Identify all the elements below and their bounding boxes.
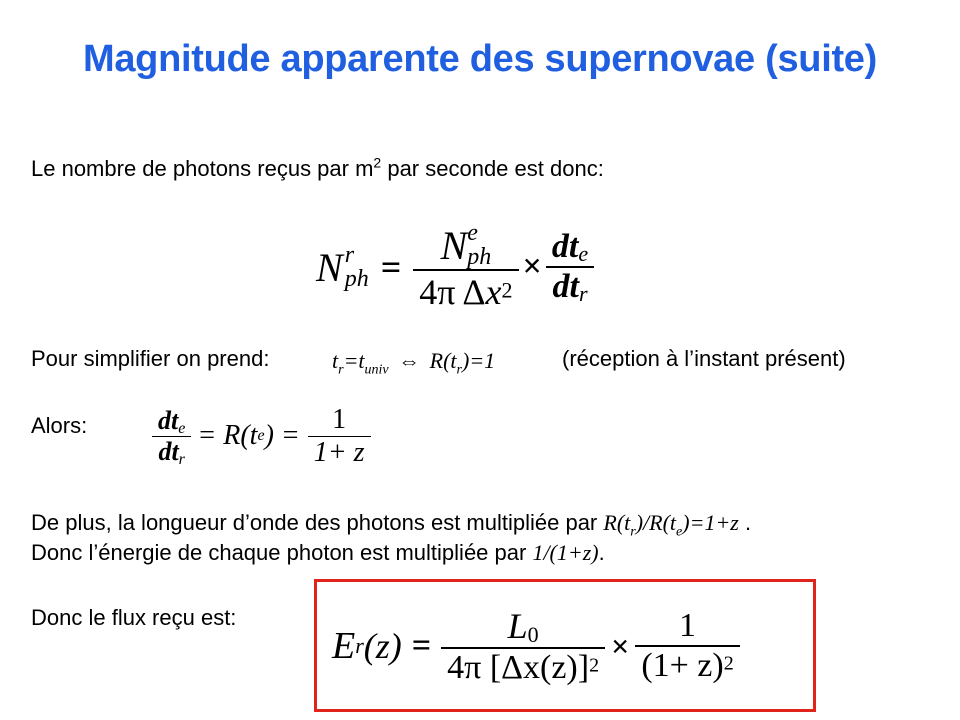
intro-text: Le nombre de photons reçus par $m^2$ par seconde est donc: <box>31 154 604 181</box>
alors-label: Alors: <box>31 413 88 438</box>
photon-count-equation: N r ph = N e ph 4π $\Delta x^2$ × $\frac{dt_e}{dt_r}$ <box>316 212 594 322</box>
flux-label: Donc le flux reçu est: <box>31 605 237 630</box>
alors-equation: $\frac{dt_e}{dt_r}$ = R(t e ) = $\frac{1}{1+ z}$ <box>152 396 371 476</box>
wavelength-text: De plus, la longueur d’onde des photons est multipliée par $R(t_r)/R(t_e)=1+z$ . <box>31 510 752 540</box>
flux-equation: E r (z) = $\frac{L_0}{4\pi [\Delta x(z)]^2}$ × $\frac{1}{(1+ z)^2}$ <box>332 591 740 701</box>
page-title: Magnitude apparente des supernovae (suite) <box>82 38 877 80</box>
simplify-label: Pour simplifier on prend: <box>31 346 270 371</box>
simplify-expression: $t_r=t_{univ}$ ⇔ $R(t_r)=1$ <box>332 348 496 378</box>
eq1-fraction-1: N e ph 4π $\Delta x^2$ <box>413 221 518 313</box>
reception-note: (réception à l’instant présent) <box>562 346 846 371</box>
energy-text: Donc l’énergie de chaque photon est multipliée par 1/(1+z). <box>31 540 605 565</box>
eq1-fraction-2: $\frac{dt_e}{dt_r}$ <box>546 228 594 306</box>
